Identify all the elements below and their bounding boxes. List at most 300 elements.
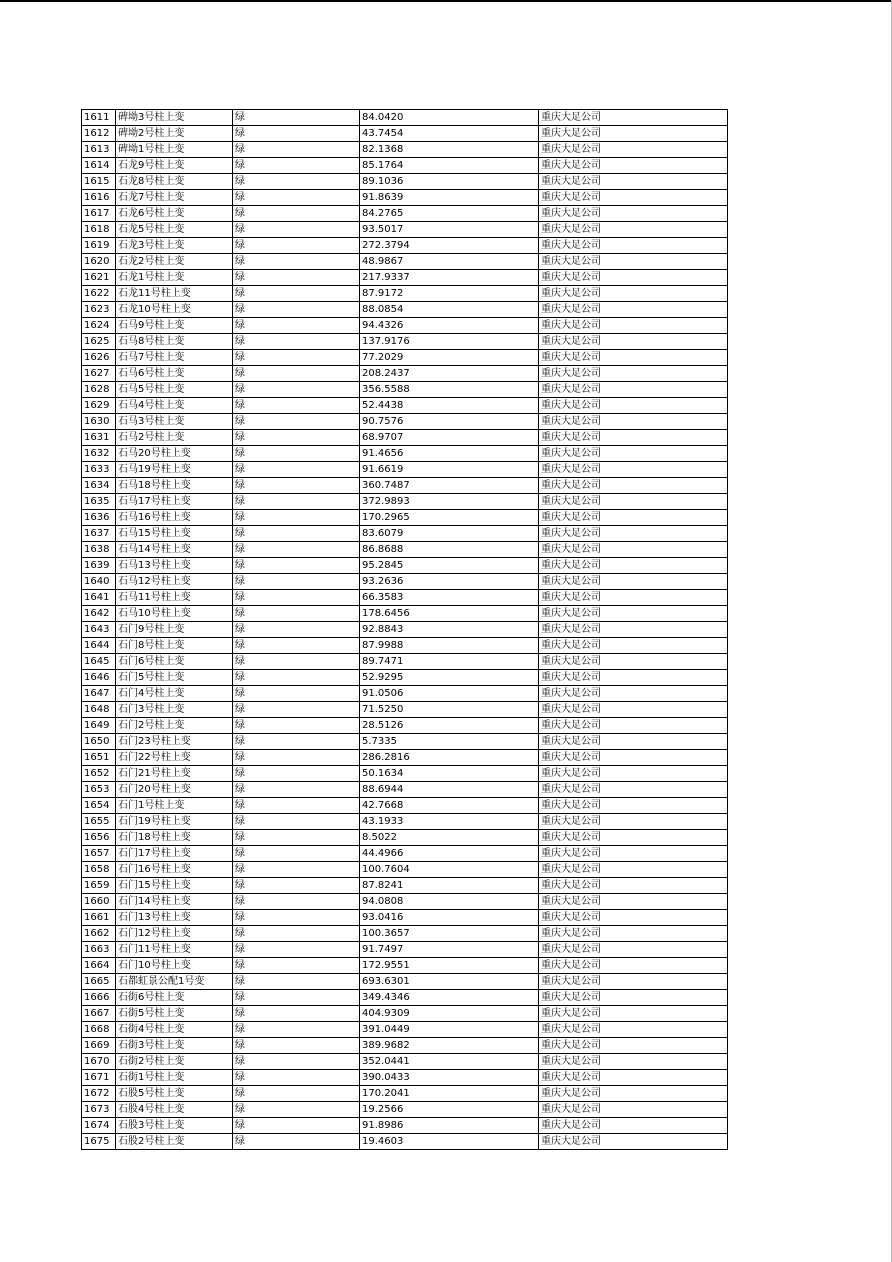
company-cell: 重庆大足公司 (539, 606, 728, 622)
status-color-cell: 绿 (233, 734, 360, 750)
row-id-cell: 1621 (82, 270, 116, 286)
company-cell: 重庆大足公司 (539, 1006, 728, 1022)
transformer-name-cell: 石门10号柱上变 (116, 958, 233, 974)
value-cell: 100.7604 (360, 862, 539, 878)
status-color-cell: 绿 (233, 942, 360, 958)
value-cell: 391.0449 (360, 1022, 539, 1038)
value-cell: 91.8639 (360, 190, 539, 206)
status-color-cell: 绿 (233, 350, 360, 366)
value-cell: 84.0420 (360, 110, 539, 126)
company-cell: 重庆大足公司 (539, 174, 728, 190)
table-row (82, 494, 728, 510)
company-cell: 重庆大足公司 (539, 974, 728, 990)
status-color-cell: 绿 (233, 190, 360, 206)
status-color-cell: 绿 (233, 1070, 360, 1086)
transformer-name-cell: 石马10号柱上变 (116, 606, 233, 622)
table-row (82, 734, 728, 750)
row-id-cell: 1658 (82, 862, 116, 878)
transformer-name-cell: 石马18号柱上变 (116, 478, 233, 494)
company-cell: 重庆大足公司 (539, 942, 728, 958)
company-cell: 重庆大足公司 (539, 1102, 728, 1118)
table-row (82, 1006, 728, 1022)
status-color-cell: 绿 (233, 558, 360, 574)
table-row (82, 606, 728, 622)
status-color-cell: 绿 (233, 174, 360, 190)
row-id-cell: 1645 (82, 654, 116, 670)
company-cell: 重庆大足公司 (539, 878, 728, 894)
company-cell: 重庆大足公司 (539, 1134, 728, 1150)
value-cell: 84.2765 (360, 206, 539, 222)
status-color-cell: 绿 (233, 238, 360, 254)
row-id-cell: 1635 (82, 494, 116, 510)
table-row (82, 126, 728, 142)
value-cell: 92.8843 (360, 622, 539, 638)
company-cell: 重庆大足公司 (539, 462, 728, 478)
status-color-cell: 绿 (233, 542, 360, 558)
transformer-name-cell: 石马20号柱上变 (116, 446, 233, 462)
company-cell: 重庆大足公司 (539, 158, 728, 174)
company-cell: 重庆大足公司 (539, 894, 728, 910)
table-row (82, 686, 728, 702)
company-cell: 重庆大足公司 (539, 846, 728, 862)
row-id-cell: 1633 (82, 462, 116, 478)
transformer-name-cell: 石马16号柱上变 (116, 510, 233, 526)
value-cell: 28.5126 (360, 718, 539, 734)
transformer-name-cell: 石马5号柱上变 (116, 382, 233, 398)
value-cell: 86.8688 (360, 542, 539, 558)
company-cell: 重庆大足公司 (539, 190, 728, 206)
company-cell: 重庆大足公司 (539, 110, 728, 126)
table-row (82, 1086, 728, 1102)
status-color-cell: 绿 (233, 702, 360, 718)
row-id-cell: 1664 (82, 958, 116, 974)
row-id-cell: 1668 (82, 1022, 116, 1038)
status-color-cell: 绿 (233, 494, 360, 510)
value-cell: 137.9176 (360, 334, 539, 350)
row-id-cell: 1643 (82, 622, 116, 638)
transformer-name-cell: 石门23号柱上变 (116, 734, 233, 750)
company-cell: 重庆大足公司 (539, 718, 728, 734)
value-cell: 93.5017 (360, 222, 539, 238)
company-cell: 重庆大足公司 (539, 382, 728, 398)
row-id-cell: 1657 (82, 846, 116, 862)
transformer-name-cell: 石门9号柱上变 (116, 622, 233, 638)
transformer-name-cell: 石门17号柱上变 (116, 846, 233, 862)
row-id-cell: 1638 (82, 542, 116, 558)
value-cell: 88.6944 (360, 782, 539, 798)
value-cell: 94.0808 (360, 894, 539, 910)
row-id-cell: 1667 (82, 1006, 116, 1022)
status-color-cell: 绿 (233, 782, 360, 798)
status-color-cell: 绿 (233, 366, 360, 382)
transformer-name-cell: 石街4号柱上变 (116, 1022, 233, 1038)
transformer-name-cell: 石都虹景公配1号变 (116, 974, 233, 990)
table-row (82, 830, 728, 846)
value-cell: 272.3794 (360, 238, 539, 254)
company-cell: 重庆大足公司 (539, 238, 728, 254)
row-id-cell: 1617 (82, 206, 116, 222)
transformer-data-table (81, 109, 728, 1150)
row-id-cell: 1649 (82, 718, 116, 734)
row-id-cell: 1652 (82, 766, 116, 782)
row-id-cell: 1670 (82, 1054, 116, 1070)
company-cell: 重庆大足公司 (539, 654, 728, 670)
transformer-name-cell: 石门18号柱上变 (116, 830, 233, 846)
row-id-cell: 1628 (82, 382, 116, 398)
transformer-name-cell: 石马3号柱上变 (116, 414, 233, 430)
status-color-cell: 绿 (233, 222, 360, 238)
row-id-cell: 1654 (82, 798, 116, 814)
value-cell: 48.9867 (360, 254, 539, 270)
company-cell: 重庆大足公司 (539, 206, 728, 222)
row-id-cell: 1640 (82, 574, 116, 590)
company-cell: 重庆大足公司 (539, 270, 728, 286)
table-row (82, 110, 728, 126)
status-color-cell: 绿 (233, 766, 360, 782)
table-row (82, 526, 728, 542)
status-color-cell: 绿 (233, 478, 360, 494)
table-row (82, 702, 728, 718)
transformer-name-cell: 石门13号柱上变 (116, 910, 233, 926)
transformer-name-cell: 石龙5号柱上变 (116, 222, 233, 238)
table-row (82, 446, 728, 462)
table-row (82, 190, 728, 206)
table-row (82, 878, 728, 894)
table-row (82, 302, 728, 318)
status-color-cell: 绿 (233, 590, 360, 606)
company-cell: 重庆大足公司 (539, 750, 728, 766)
table-row (82, 158, 728, 174)
table-row (82, 942, 728, 958)
value-cell: 19.4603 (360, 1134, 539, 1150)
status-color-cell: 绿 (233, 1102, 360, 1118)
table-row (82, 766, 728, 782)
transformer-name-cell: 石门2号柱上变 (116, 718, 233, 734)
value-cell: 87.8241 (360, 878, 539, 894)
transformer-name-cell: 石门8号柱上变 (116, 638, 233, 654)
row-id-cell: 1641 (82, 590, 116, 606)
row-id-cell: 1671 (82, 1070, 116, 1086)
company-cell: 重庆大足公司 (539, 302, 728, 318)
table-row (82, 366, 728, 382)
value-cell: 178.6456 (360, 606, 539, 622)
row-id-cell: 1669 (82, 1038, 116, 1054)
company-cell: 重庆大足公司 (539, 510, 728, 526)
company-cell: 重庆大足公司 (539, 222, 728, 238)
value-cell: 42.7668 (360, 798, 539, 814)
transformer-name-cell: 石门5号柱上变 (116, 670, 233, 686)
table-row (82, 654, 728, 670)
status-color-cell: 绿 (233, 254, 360, 270)
transformer-name-cell: 石马14号柱上变 (116, 542, 233, 558)
status-color-cell: 绿 (233, 638, 360, 654)
transformer-name-cell: 石马9号柱上变 (116, 318, 233, 334)
row-id-cell: 1642 (82, 606, 116, 622)
row-id-cell: 1622 (82, 286, 116, 302)
company-cell: 重庆大足公司 (539, 958, 728, 974)
company-cell: 重庆大足公司 (539, 542, 728, 558)
status-color-cell: 绿 (233, 142, 360, 158)
transformer-name-cell: 石门21号柱上变 (116, 766, 233, 782)
value-cell: 52.4438 (360, 398, 539, 414)
row-id-cell: 1650 (82, 734, 116, 750)
table-row (82, 894, 728, 910)
status-color-cell: 绿 (233, 526, 360, 542)
row-id-cell: 1672 (82, 1086, 116, 1102)
transformer-name-cell: 石龙6号柱上变 (116, 206, 233, 222)
value-cell: 360.7487 (360, 478, 539, 494)
company-cell: 重庆大足公司 (539, 590, 728, 606)
status-color-cell: 绿 (233, 894, 360, 910)
company-cell: 重庆大足公司 (539, 798, 728, 814)
status-color-cell: 绿 (233, 750, 360, 766)
transformer-name-cell: 石街6号柱上变 (116, 990, 233, 1006)
value-cell: 170.2041 (360, 1086, 539, 1102)
status-color-cell: 绿 (233, 926, 360, 942)
transformer-name-cell: 石门19号柱上变 (116, 814, 233, 830)
status-color-cell: 绿 (233, 974, 360, 990)
status-color-cell: 绿 (233, 286, 360, 302)
table-row (82, 1118, 728, 1134)
table-row (82, 926, 728, 942)
table-row (82, 318, 728, 334)
table-row (82, 270, 728, 286)
company-cell: 重庆大足公司 (539, 814, 728, 830)
transformer-name-cell: 石门3号柱上变 (116, 702, 233, 718)
row-id-cell: 1626 (82, 350, 116, 366)
row-id-cell: 1619 (82, 238, 116, 254)
value-cell: 91.6619 (360, 462, 539, 478)
status-color-cell: 绿 (233, 206, 360, 222)
transformer-name-cell: 碑坳3号柱上变 (116, 110, 233, 126)
value-cell: 19.2566 (360, 1102, 539, 1118)
row-id-cell: 1612 (82, 126, 116, 142)
status-color-cell: 绿 (233, 1086, 360, 1102)
transformer-name-cell: 石龙3号柱上变 (116, 238, 233, 254)
value-cell: 91.8986 (360, 1118, 539, 1134)
value-cell: 89.7471 (360, 654, 539, 670)
row-id-cell: 1639 (82, 558, 116, 574)
company-cell: 重庆大足公司 (539, 638, 728, 654)
table-row (82, 174, 728, 190)
transformer-name-cell: 石龙10号柱上变 (116, 302, 233, 318)
status-color-cell: 绿 (233, 398, 360, 414)
table-row (82, 1054, 728, 1070)
company-cell: 重庆大足公司 (539, 1086, 728, 1102)
row-id-cell: 1666 (82, 990, 116, 1006)
row-id-cell: 1647 (82, 686, 116, 702)
table-row (82, 814, 728, 830)
value-cell: 95.2845 (360, 558, 539, 574)
transformer-name-cell: 石龙1号柱上变 (116, 270, 233, 286)
company-cell: 重庆大足公司 (539, 622, 728, 638)
value-cell: 389.9682 (360, 1038, 539, 1054)
value-cell: 52.9295 (360, 670, 539, 686)
status-color-cell: 绿 (233, 798, 360, 814)
value-cell: 217.9337 (360, 270, 539, 286)
company-cell: 重庆大足公司 (539, 926, 728, 942)
table-row (82, 958, 728, 974)
table-row (82, 622, 728, 638)
transformer-name-cell: 石马11号柱上变 (116, 590, 233, 606)
company-cell: 重庆大足公司 (539, 558, 728, 574)
status-color-cell: 绿 (233, 910, 360, 926)
table-row (82, 462, 728, 478)
row-id-cell: 1648 (82, 702, 116, 718)
status-color-cell: 绿 (233, 430, 360, 446)
status-color-cell: 绿 (233, 958, 360, 974)
table-row (82, 574, 728, 590)
status-color-cell: 绿 (233, 862, 360, 878)
row-id-cell: 1620 (82, 254, 116, 270)
table-row (82, 638, 728, 654)
value-cell: 172.9551 (360, 958, 539, 974)
value-cell: 91.7497 (360, 942, 539, 958)
company-cell: 重庆大足公司 (539, 398, 728, 414)
table-row (82, 974, 728, 990)
company-cell: 重庆大足公司 (539, 142, 728, 158)
table-row (82, 590, 728, 606)
status-color-cell: 绿 (233, 1038, 360, 1054)
status-color-cell: 绿 (233, 510, 360, 526)
table-row (82, 286, 728, 302)
company-cell: 重庆大足公司 (539, 478, 728, 494)
company-cell: 重庆大足公司 (539, 574, 728, 590)
company-cell: 重庆大足公司 (539, 990, 728, 1006)
row-id-cell: 1611 (82, 110, 116, 126)
row-id-cell: 1636 (82, 510, 116, 526)
value-cell: 170.2965 (360, 510, 539, 526)
value-cell: 77.2029 (360, 350, 539, 366)
table-row (82, 910, 728, 926)
company-cell: 重庆大足公司 (539, 334, 728, 350)
row-id-cell: 1656 (82, 830, 116, 846)
transformer-name-cell: 石门12号柱上变 (116, 926, 233, 942)
transformer-name-cell: 石马6号柱上变 (116, 366, 233, 382)
transformer-name-cell: 石街5号柱上变 (116, 1006, 233, 1022)
status-color-cell: 绿 (233, 414, 360, 430)
table-row (82, 238, 728, 254)
table-row (82, 382, 728, 398)
company-cell: 重庆大足公司 (539, 702, 728, 718)
table-row (82, 430, 728, 446)
value-cell: 372.9893 (360, 494, 539, 510)
row-id-cell: 1632 (82, 446, 116, 462)
value-cell: 93.0416 (360, 910, 539, 926)
row-id-cell: 1627 (82, 366, 116, 382)
transformer-name-cell: 石门16号柱上变 (116, 862, 233, 878)
row-id-cell: 1634 (82, 478, 116, 494)
status-color-cell: 绿 (233, 574, 360, 590)
row-id-cell: 1673 (82, 1102, 116, 1118)
company-cell: 重庆大足公司 (539, 446, 728, 462)
status-color-cell: 绿 (233, 718, 360, 734)
table-row (82, 1022, 728, 1038)
status-color-cell: 绿 (233, 670, 360, 686)
status-color-cell: 绿 (233, 158, 360, 174)
status-color-cell: 绿 (233, 270, 360, 286)
row-id-cell: 1614 (82, 158, 116, 174)
transformer-name-cell: 石门11号柱上变 (116, 942, 233, 958)
row-id-cell: 1631 (82, 430, 116, 446)
value-cell: 87.9988 (360, 638, 539, 654)
table-row (82, 782, 728, 798)
row-id-cell: 1659 (82, 878, 116, 894)
row-id-cell: 1661 (82, 910, 116, 926)
value-cell: 100.3657 (360, 926, 539, 942)
row-id-cell: 1613 (82, 142, 116, 158)
transformer-name-cell: 石门14号柱上变 (116, 894, 233, 910)
value-cell: 390.0433 (360, 1070, 539, 1086)
company-cell: 重庆大足公司 (539, 782, 728, 798)
row-id-cell: 1625 (82, 334, 116, 350)
table-row (82, 670, 728, 686)
company-cell: 重庆大足公司 (539, 494, 728, 510)
company-cell: 重庆大足公司 (539, 910, 728, 926)
status-color-cell: 绿 (233, 382, 360, 398)
value-cell: 8.5022 (360, 830, 539, 846)
table-row (82, 798, 728, 814)
value-cell: 693.6301 (360, 974, 539, 990)
table-row (82, 222, 728, 238)
row-id-cell: 1651 (82, 750, 116, 766)
company-cell: 重庆大足公司 (539, 862, 728, 878)
row-id-cell: 1623 (82, 302, 116, 318)
value-cell: 50.1634 (360, 766, 539, 782)
company-cell: 重庆大足公司 (539, 1118, 728, 1134)
transformer-name-cell: 石门1号柱上变 (116, 798, 233, 814)
value-cell: 352.0441 (360, 1054, 539, 1070)
transformer-name-cell: 石马8号柱上变 (116, 334, 233, 350)
transformer-name-cell: 石马7号柱上变 (116, 350, 233, 366)
value-cell: 5.7335 (360, 734, 539, 750)
table-body (82, 110, 728, 1150)
transformer-name-cell: 石龙11号柱上变 (116, 286, 233, 302)
status-color-cell: 绿 (233, 830, 360, 846)
status-color-cell: 绿 (233, 878, 360, 894)
row-id-cell: 1644 (82, 638, 116, 654)
transformer-name-cell: 石股4号柱上变 (116, 1102, 233, 1118)
company-cell: 重庆大足公司 (539, 670, 728, 686)
company-cell: 重庆大足公司 (539, 766, 728, 782)
value-cell: 66.3583 (360, 590, 539, 606)
row-id-cell: 1624 (82, 318, 116, 334)
company-cell: 重庆大足公司 (539, 686, 728, 702)
company-cell: 重庆大足公司 (539, 526, 728, 542)
table-row (82, 1038, 728, 1054)
transformer-name-cell: 石龙8号柱上变 (116, 174, 233, 190)
value-cell: 91.0506 (360, 686, 539, 702)
transformer-name-cell: 石龙9号柱上变 (116, 158, 233, 174)
row-id-cell: 1615 (82, 174, 116, 190)
row-id-cell: 1629 (82, 398, 116, 414)
company-cell: 重庆大足公司 (539, 350, 728, 366)
table-row (82, 718, 728, 734)
company-cell: 重庆大足公司 (539, 1022, 728, 1038)
value-cell: 43.1933 (360, 814, 539, 830)
status-color-cell: 绿 (233, 686, 360, 702)
status-color-cell: 绿 (233, 1054, 360, 1070)
value-cell: 43.7454 (360, 126, 539, 142)
row-id-cell: 1665 (82, 974, 116, 990)
table-row (82, 510, 728, 526)
status-color-cell: 绿 (233, 1118, 360, 1134)
status-color-cell: 绿 (233, 990, 360, 1006)
value-cell: 93.2636 (360, 574, 539, 590)
table-row (82, 398, 728, 414)
value-cell: 208.2437 (360, 366, 539, 382)
value-cell: 356.5588 (360, 382, 539, 398)
